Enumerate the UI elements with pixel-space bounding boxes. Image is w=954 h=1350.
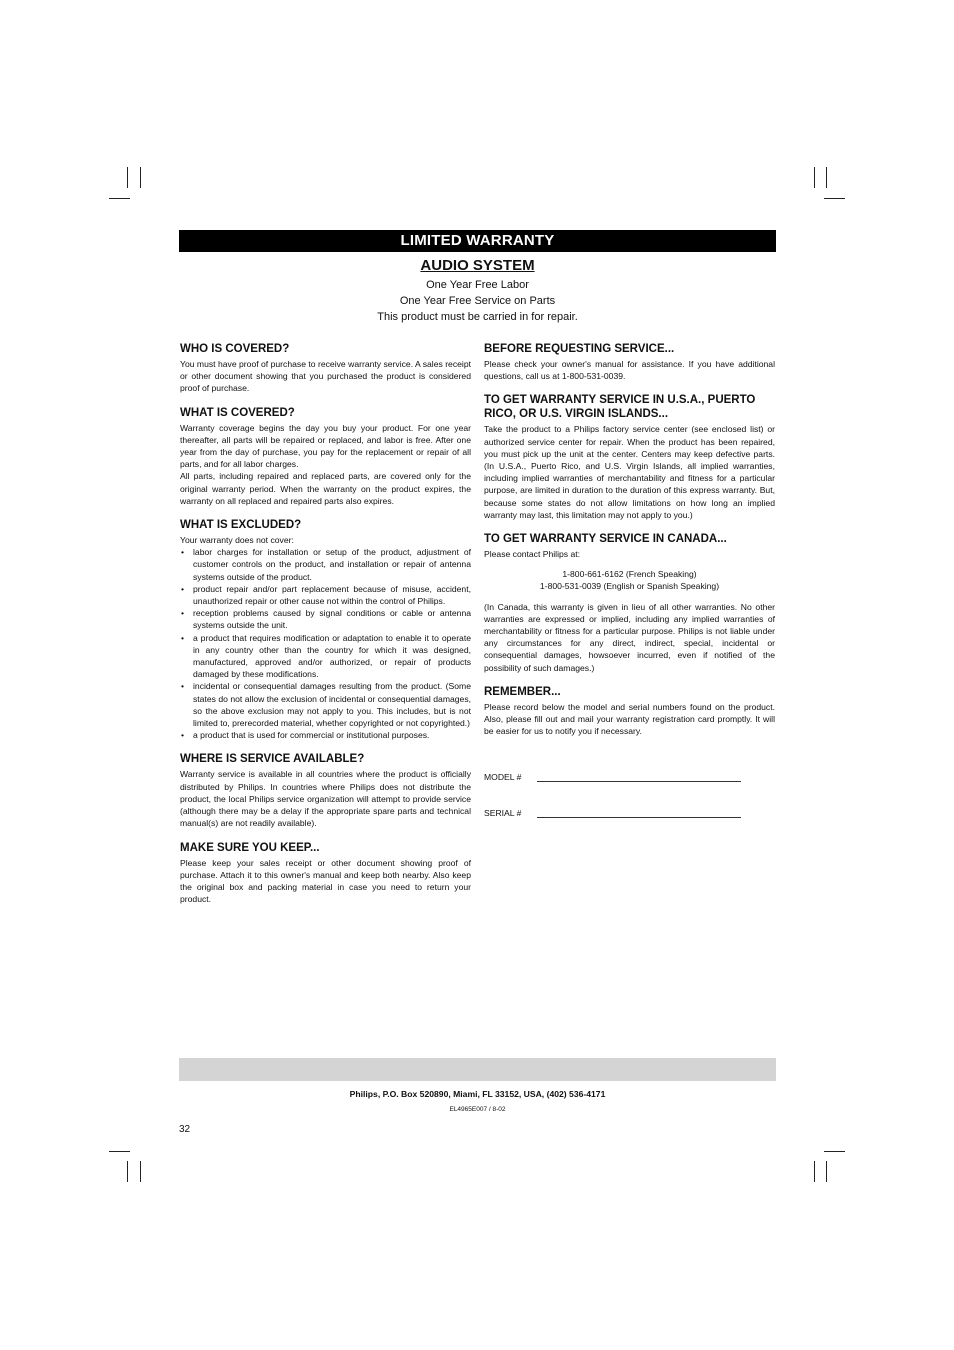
section-text: Warranty coverage begins the day you buy your product. For one year thereafter, all parts will be repaired or replaced, and labor is free. After one year from the day of purchase, you pay for the replacement or repair of all parts, and for all labor charges. <box>180 422 471 470</box>
section-service-usa <box>484 393 775 521</box>
section-heading: BEFORE REQUESTING SERVICE... <box>484 343 675 355</box>
section-heading: TO GET WARRANTY SERVICE IN CANADA... <box>484 533 727 546</box>
list-item: • incidental or consequential damages resulting from the product. (Some states do not allow the exclusion of incidental or consequential damages, so the above exclusion may not apply to you. This includes, but is not limited to, prerecorded material, whether copyrighted or not copyrighted.) <box>180 680 471 729</box>
intro-line: One Year Free Service on Parts <box>399 295 556 307</box>
model-field-row <box>484 768 775 782</box>
serial-input-line[interactable] <box>537 807 741 818</box>
section-heading: WHERE IS SERVICE AVAILABLE? <box>180 753 365 766</box>
phone-numbers <box>484 568 775 592</box>
section-text: Take the product to a Philips factory service center (see enclosed list) or authorized service center for repair. When the product has been repaired, you must pick up the unit at the center. Centers may keep defective parts. (In U.S.A., Puerto Rico, and U.S. Virgin Islands, all implied warranties, including implied warranties of merchantability and fitness for a particular purpose, are limited in duration to the duration of this express warranty. But, because some states do not allow limitations on how long an implied warranty may last, this limitation may not apply to you.) <box>484 424 775 520</box>
crop-mark <box>824 1151 845 1152</box>
model-input-line[interactable] <box>537 771 741 782</box>
page-number: 32 <box>179 1124 191 1135</box>
section-heading: WHAT IS EXCLUDED? <box>180 519 302 532</box>
section-who-covered <box>180 342 471 395</box>
section-text: Your warranty does not cover: <box>180 535 294 546</box>
section-text: Please record below the model and serial numbers found on the product. Also, please fill out and mail your warranty registration card promptly. It will be easier for us to notify you if necessary. <box>484 701 775 737</box>
section-heading: MAKE SURE YOU KEEP... <box>180 841 320 854</box>
crop-mark <box>109 1151 130 1152</box>
footer-address: Philips, P.O. Box 520890, Miami, FL 33152, USA, (402) 536-4171 <box>349 1089 606 1099</box>
crop-mark <box>814 167 815 188</box>
section-text: (In Canada, this warranty is given in lieu of all other warranties. No other warranties are expressed or implied, including any implied warranties of merchantability or fitness for a particular purpose. Philips is not liable under any circumstances for any direct, indirect, special, incidental or consequential damages, howsoever incurred, even if notified of the possibility of such damages.) <box>484 601 775 673</box>
footer-bar <box>179 1058 776 1081</box>
section-text: Please keep your sales receipt or other document showing proof of purchase. Attach it to this owner's manual and keep both nearby. Also keep the original box and packing material in case you need to return your product. <box>180 857 471 905</box>
intro-line: One Year Free Labor <box>426 279 529 291</box>
section-what-excluded <box>180 518 471 741</box>
phone-english-spanish: 1-800-531-0039 (English or Spanish Speaking) <box>539 581 720 592</box>
serial-field-row <box>484 804 775 818</box>
crop-mark <box>127 1161 128 1182</box>
section-text: You must have proof of purchase to receive warranty service. A sales receipt or other document showing that you purchased the product is considered proof of purchase. <box>180 359 471 394</box>
crop-mark <box>127 167 128 188</box>
crop-mark <box>826 1161 827 1182</box>
phone-french: 1-800-661-6162 (French Speaking) <box>562 569 697 580</box>
crop-mark <box>140 1161 141 1182</box>
section-heading: REMEMBER... <box>484 685 561 698</box>
document-code: EL4965E007 / 8-02 <box>449 1106 506 1113</box>
section-heading: WHO IS COVERED? <box>180 343 290 355</box>
section-service-canada <box>484 532 775 674</box>
list-item: • reception problems caused by signal conditions or cable or antenna systems outside the unit. <box>180 607 471 631</box>
section-text: All parts, including repaired and replaced parts, are covered only for the original warranty period. When the warranty on the product expires, the warranty on all replaced and repaired parts also expires. <box>180 471 471 506</box>
list-item: • a product that requires modification or adaptation to enable it to operate in any country other than the country for which it was designed, manufactured, approved and/or authorized, or repair of products damaged by these modifications. <box>180 632 471 681</box>
list-item: • product repair and/or part replacement because of misuse, accident, unauthorized repair or other cause not within the control of Philips. <box>180 583 471 607</box>
section-text: Please check your owner's manual for assistance. If you have additional questions, call us at 1-800-531-0039. <box>484 359 775 382</box>
section-where-available <box>180 752 471 829</box>
list-item: • a product that is used for commercial or institutional purposes. <box>180 729 471 741</box>
section-text: Warranty service is available in all countries where the product is officially distributed by Philips. In countries where Philips does not distribute the product, the local Philips service organization will attempt to provide service (although there may be a delay if the appropriate spare parts and technical manual(s) are not readily available). <box>180 769 471 829</box>
right-column <box>484 342 775 818</box>
section-before-requesting <box>484 342 775 382</box>
page-title: LIMITED WARRANTY <box>179 230 776 252</box>
intro-line: This product must be carried in for repair. <box>377 311 578 323</box>
left-column <box>180 342 471 916</box>
section-what-covered <box>180 406 471 507</box>
intro-block <box>179 277 776 325</box>
crop-mark <box>140 167 141 188</box>
model-label: MODEL # <box>484 772 522 783</box>
section-remember <box>484 685 775 738</box>
crop-mark <box>109 198 130 199</box>
section-text: Please contact Philips at: <box>484 549 581 560</box>
crop-mark <box>826 167 827 188</box>
section-make-sure-keep <box>180 841 471 906</box>
section-heading: TO GET WARRANTY SERVICE IN U.S.A., PUERTO RICO, OR U.S. VIRGIN ISLANDS... <box>484 394 756 421</box>
crop-mark <box>814 1161 815 1182</box>
product-subtitle: AUDIO SYSTEM <box>420 257 535 274</box>
serial-label: SERIAL # <box>484 808 522 819</box>
section-heading: WHAT IS COVERED? <box>180 406 295 419</box>
crop-mark <box>824 198 845 199</box>
list-item: • labor charges for installation or setup of the product, adjustment of customer controls on the product, and installation or repair of antenna systems outside of the product. <box>180 546 471 583</box>
exclusion-list <box>180 546 471 741</box>
